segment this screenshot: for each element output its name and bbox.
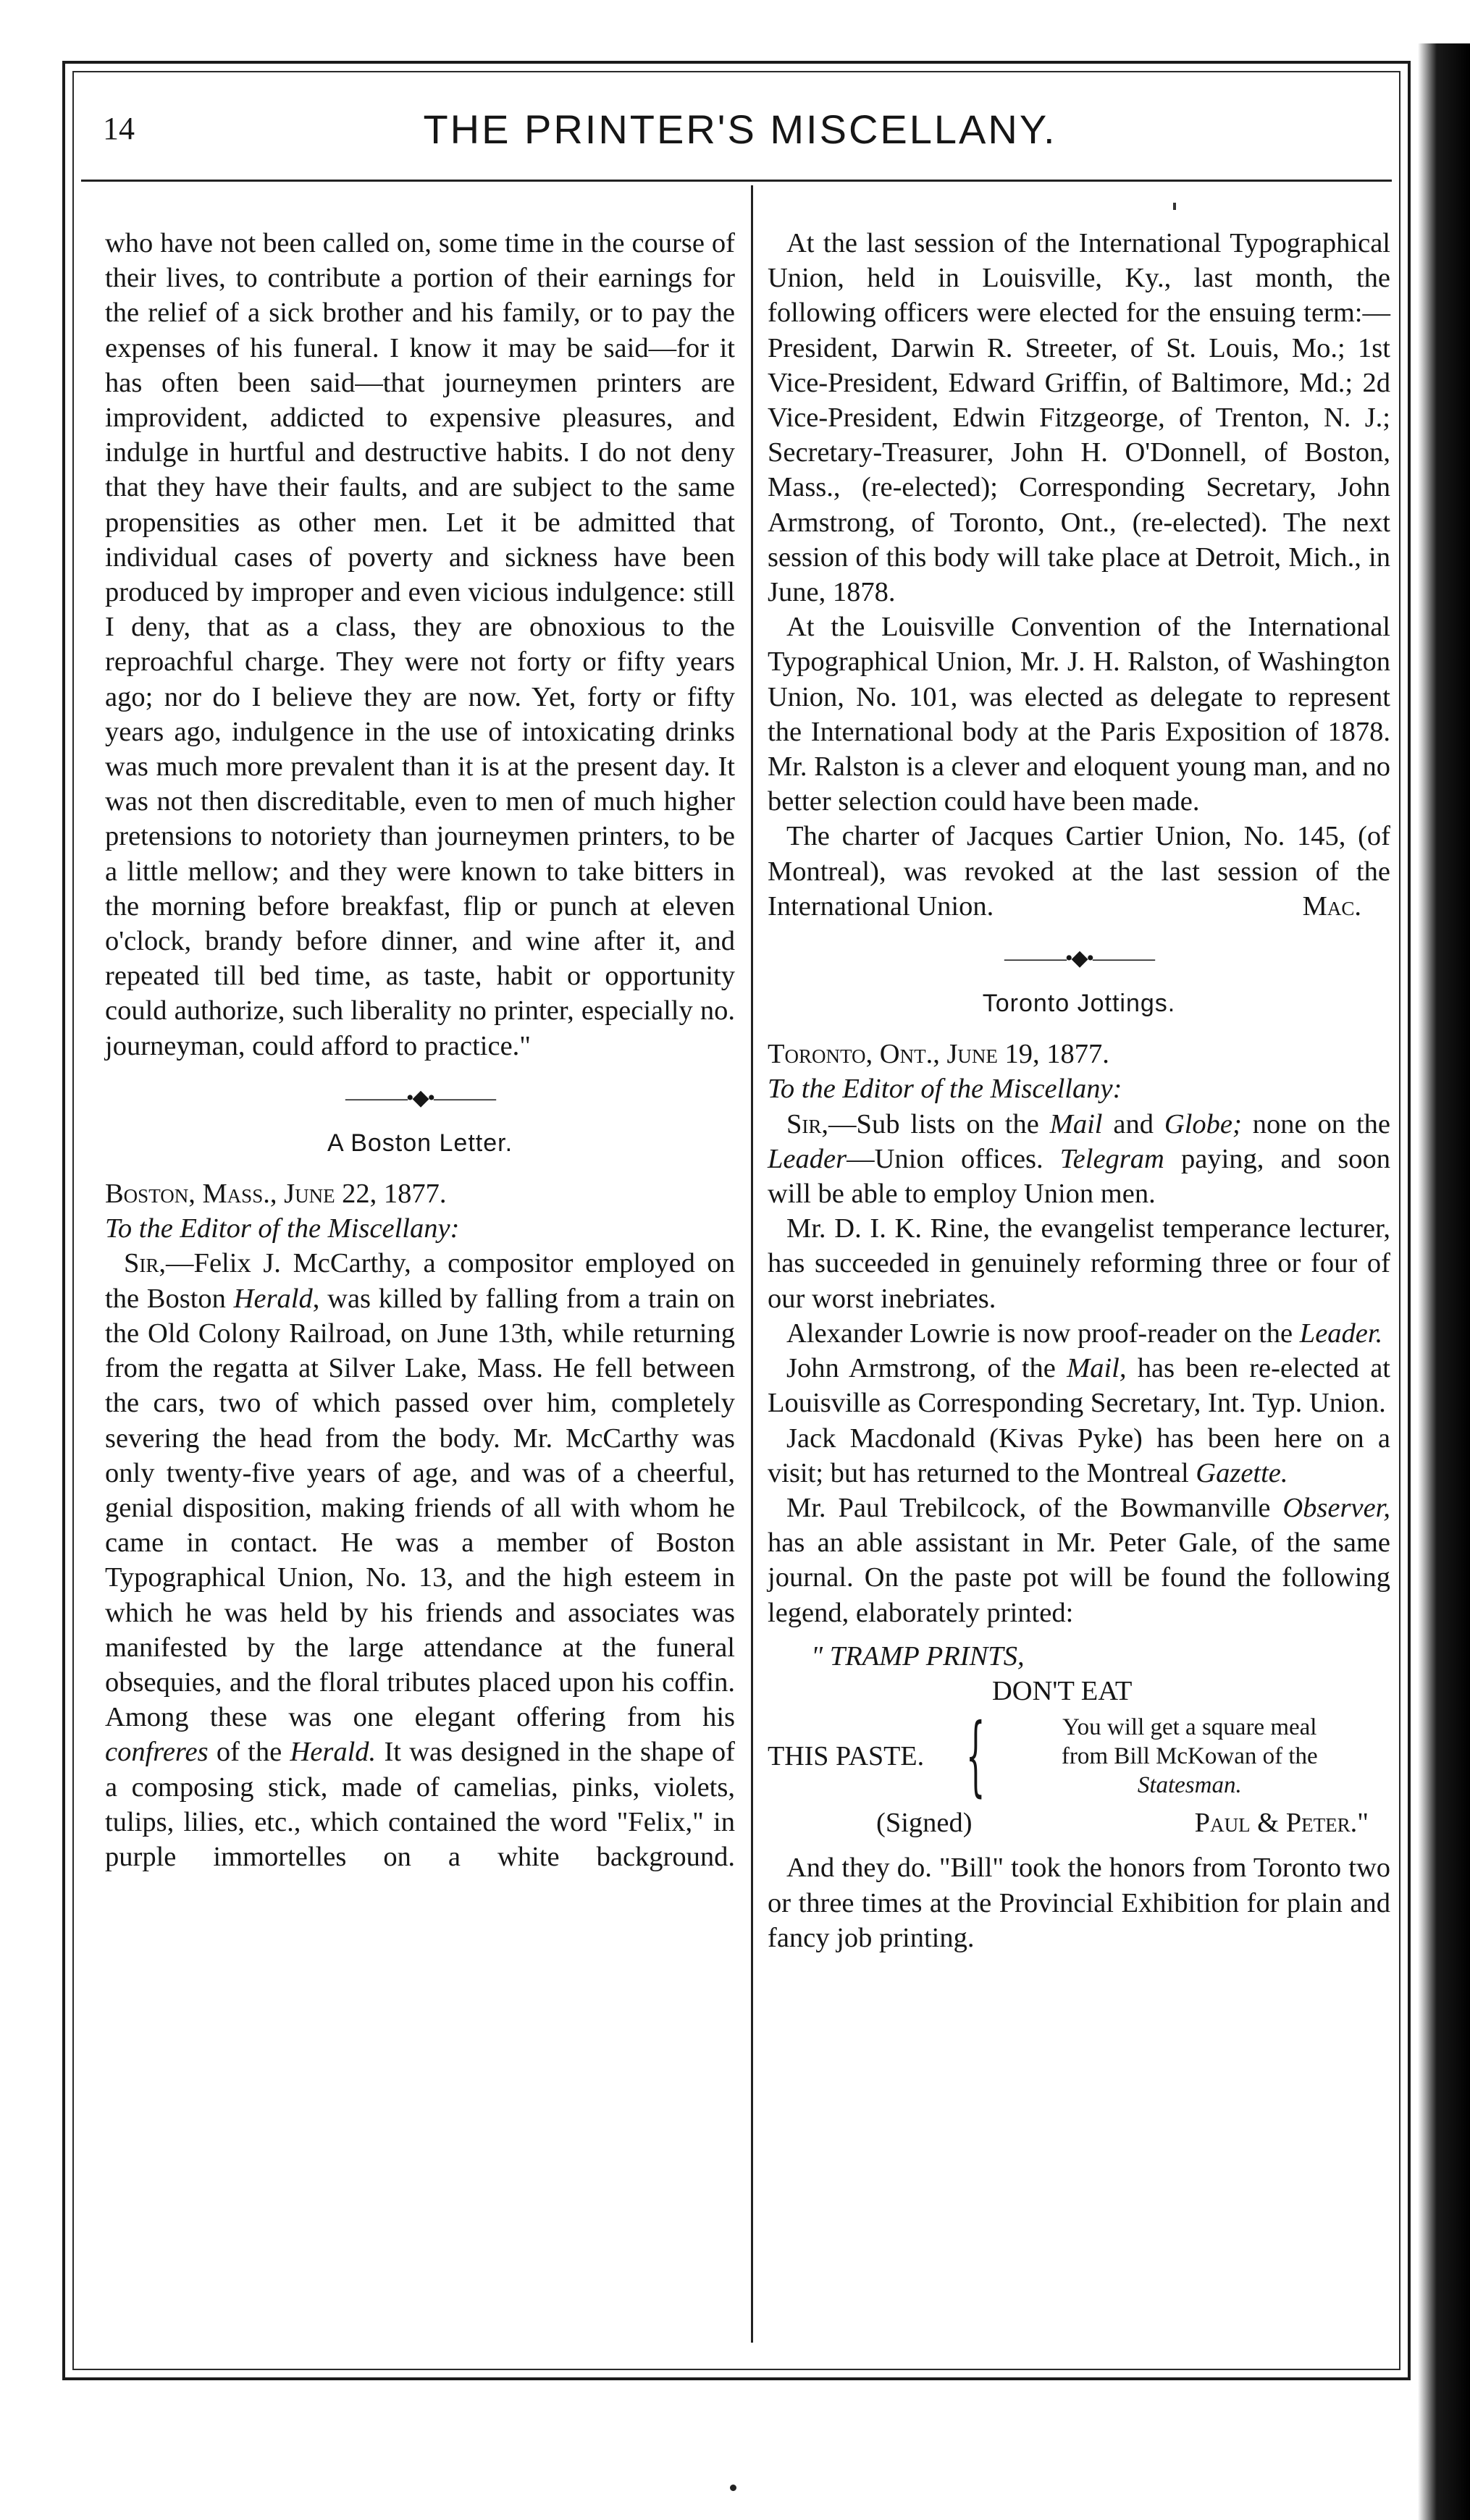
left-column — [105, 226, 735, 1874]
legend-square-meal: You will get a square meal from Bill McKowan of the Statesman. — [1061, 1714, 1318, 1799]
jotting-sub-lists: Sir,—Sub lists on the Mail and Globe; none on the Leader—Union offices. Telegram paying, and soon will be able to employ Union men. — [768, 1108, 1390, 1210]
column-rule — [751, 185, 753, 2343]
running-header — [96, 106, 1385, 156]
continued-paragraph: who have not been called on, some time in the course of their lives, to contribute a portion of their earnings for the relief of a sick brother and his family, or to pay the expenses of his funeral. I know it may be said—for it has often been said—that journeymen printers are improvident, addicted to expensive pleasures, and indulge in hurtful and destructive habits. I do not deny that they have their faults, and are subject to the same propensities as other men. Let it be admitted that individual cases of poverty and sickness have been produced by improper and even vicious indulgence: still I deny, that as a class, they are obnoxious to the reproachful charge. They were not forty or fifty years ago; nor do I believe they are now. Yet, forty or fifty years ago, indulgence in the use of intoxicating drinks was much more prevalent than it is at the present day. It was not then discreditable, even to men of much higher pretensions to notoriety than journeymen printers, to be a little mellow; and they were known to take bitters in the morning before breakfast, flip or punch at eleven o'clock, brandy before dinner, and wine after it, and repeated till bed time, as taste, habit or opportunity could authorize, such liberality no printer, especially no. journeyman, could afford to practice." — [105, 228, 735, 1061]
jotting-lowrie: Alexander Lowrie is now proof-reader on the Leader. — [786, 1318, 1383, 1349]
legend-signature: (Signed) Paul & Peter." — [876, 1808, 1369, 1839]
section-separator: ———•◆•——— — [345, 1085, 495, 1110]
header-rule — [81, 180, 1392, 182]
salutation-toronto: To the Editor of the Miscellany: — [768, 1074, 1122, 1105]
print-mark — [1173, 203, 1176, 210]
jotting-bill-honors: And they do. "Bill" took the honors from Toronto two or three times at the Provincial Exhibition for plain and fancy job printing. — [768, 1853, 1390, 1953]
jotting-macdonald: Jack Macdonald (Kivas Pyke) has been here on a visit; but has returned to the Montreal Gazette. — [768, 1423, 1390, 1488]
article-heading-boston: A Boston Letter. — [327, 1129, 513, 1157]
legend-line-dont-eat: DON'T EAT — [992, 1675, 1133, 1706]
salutation-boston: To the Editor of the Miscellany: — [105, 1213, 460, 1244]
charter-revoked-paragraph: The charter of Jacques Cartier Union, No. 145, (of Montreal), was revoked at the last session of the International Union. Mac. — [768, 819, 1390, 924]
right-column — [768, 226, 1390, 1955]
legend-line-tramp-prints: " TRAMP PRINTS, — [811, 1640, 1025, 1672]
itu-officers-paragraph: At the last session of the International Typographical Union, held in Louisville, Ky., last month, the following officers were elected for the ensuing term:—President, Darwin R. Streeter, of St. Louis, Mo.; 1st Vice-President, Edward Griffin, of Baltimore, Md.; 2d Vice-President, Edwin Fitzgeorge, of Trenton, N. J.; Secretary-Treasurer, John H. O'Donnell, of Boston, Mass., (re-elected); Corresponding Secretary, John Armstrong, of Toronto, Ont., (re-elected). The next session of this body will take place at Detroit, Mich., in June, 1878. — [768, 228, 1390, 608]
jotting-armstrong: John Armstrong, of the Mail, has been re-elected at Louisville as Corresponding Secretary, Int. Typ. Union. — [768, 1353, 1390, 1419]
dateline-boston: Boston, Mass., June 22, 1877. — [105, 1179, 447, 1210]
dateline-toronto: Toronto, Ont., June 19, 1877. — [768, 1039, 1109, 1070]
boston-letter-body: Sir,—Felix J. McCarthy, a compositor employed on the Boston Herald, was killed by falling from a train on the Old Colony Railroad, on June 13th, while returning from the regatta at Silver Lake, Mass. He fell between the cars, two of which passed over him, completely severing the head from the body. Mr. McCarthy was only twenty-five years of age, and was of a cheerful, genial disposition, making friends of all with whom he came in contact. He was a member of Boston Typographical Union, No. 13, and the high esteem in which he was held by his friends and associates was manifested by the large attendance at the funeral obsequies, and the floral tributes placed upon his coffin. Among these was one elegant offering from his confreres of the Herald. It was designed in the shape of a composing stick, made of camelias, pinks, violets, tulips, lilies, etc., which contained the word "Felix," in purple immortelles on a white background. — [105, 1248, 735, 1872]
paste-pot-legend — [768, 1639, 1390, 1841]
stray-ink-dot — [730, 2485, 736, 2491]
brace-glyph: { — [966, 1706, 986, 1807]
jotting-trebilcock: Mr. Paul Trebilcock, of the Bowmanville Observer, has an able assistant in Mr. Peter Gale, of the same journal. On the paste pot will be found the following legend, elaborately printed: — [768, 1492, 1390, 1628]
page-number: 14 — [103, 111, 135, 146]
signature-mac: Mac. — [1302, 890, 1361, 922]
legend-this-paste: THIS PASTE. — [768, 1741, 925, 1772]
article-heading-toronto: Toronto Jottings. — [982, 990, 1176, 1018]
convention-delegate-paragraph: At the Louisville Convention of the International Typographical Union, Mr. J. H. Ralston, of Washington Union, No. 101, was elected as delegate to represent the International body at the Paris Exposition of 1878. Mr. Ralston is a clever and eloquent young man, and no better selection could have been made. — [768, 612, 1390, 817]
jotting-rine: Mr. D. I. K. Rine, the evangelist temperance lecturer, has succeeded in genuinely reforming three or four of our worst inebriates. — [768, 1213, 1390, 1314]
section-separator: ———•◆•——— — [1004, 946, 1154, 971]
legend-brace-block — [768, 1706, 1390, 1807]
page-edge-shadow — [1411, 43, 1470, 2520]
running-title: THE PRINTER'S MISCELLANY. — [423, 106, 1057, 152]
